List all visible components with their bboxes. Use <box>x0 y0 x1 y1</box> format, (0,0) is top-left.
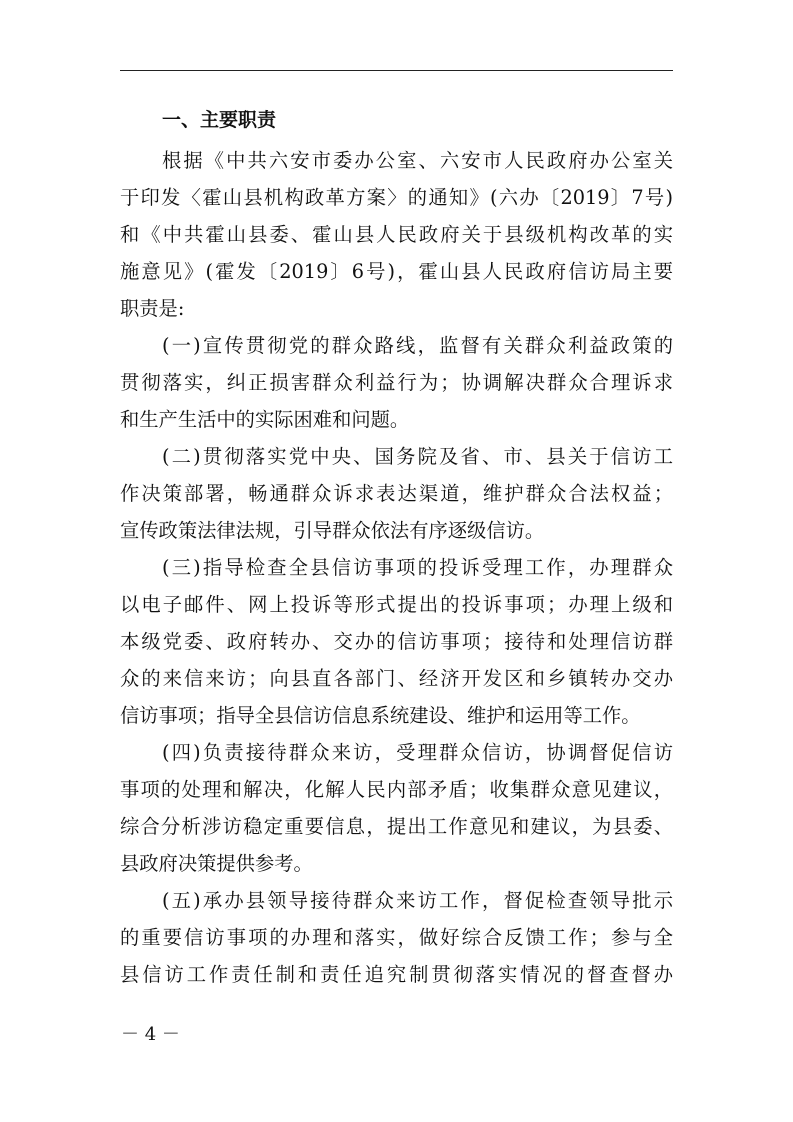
section-heading: 一、主要职责 <box>162 109 277 131</box>
text-line: (三)指导检查全县信访事项的投诉受理工作，办理群众 <box>162 556 673 579</box>
text-line: 众的来信来访；向县直各部门、经济开发区和乡镇转办交办 <box>120 667 673 690</box>
text-line: 于印发〈霍山县机构政革方案〉的通知》(六办〔2019〕7号) <box>120 186 673 209</box>
text-line: (二)贯彻落实党中央、国务院及省、市、县关于信访工 <box>162 445 673 468</box>
text-line: 事项的处理和解决，化解人民内部矛盾；收集群众意见建议， <box>120 778 673 801</box>
text-line: 职责是: <box>120 297 185 320</box>
paragraph-item-2 <box>120 438 673 549</box>
paragraph-item-5 <box>120 882 673 993</box>
text-line: 宣传政策法律法规，引导群众依法有序逐级信访。 <box>120 519 545 542</box>
text-line: 县政府决策提供参考。 <box>120 852 313 875</box>
text-line: (五)承办县领导接待群众来访工作，督促检查领导批示 <box>162 889 673 912</box>
paragraph-item-1 <box>120 327 673 438</box>
page-number: － 4 － <box>121 1024 180 1045</box>
text-line: 县信访工作责任制和责任追究制贯彻落实情况的督查督办 <box>120 963 673 986</box>
text-line: 和《中共霍山县委、霍山县人民政府关于县级机构改革的实 <box>120 223 673 246</box>
body-text <box>120 98 673 993</box>
paragraph-item-4 <box>120 734 673 882</box>
text-line: 作决策部署，畅通群众诉求表达渠道，维护群众合法权益； <box>120 482 673 505</box>
text-line: 信访事项；指导全县信访信息系统建设、维护和运用等工作。 <box>120 704 641 727</box>
text-line: (四)负责接待群众来访，受理群众信访，协调督促信访 <box>162 741 673 764</box>
text-line: 根据《中共六安市委办公室、六安市人民政府办公室关 <box>162 149 673 172</box>
text-line: 本级党委、政府转办、交办的信访事项；接待和处理信访群 <box>120 630 673 653</box>
text-line: 和生产生活中的实际困难和问题。 <box>120 408 410 431</box>
text-line: 以电子邮件、网上投诉等形式提出的投诉事项；办理上级和 <box>120 593 673 616</box>
text-line: 施意见》(霍发〔2019〕6号)，霍山县人民政府信访局主要 <box>120 260 673 283</box>
paragraph-item-3 <box>120 549 673 734</box>
text-line: (一)宣传贯彻党的群众路线，监督有关群众利益政策的 <box>162 334 673 357</box>
text-line: 的重要信访事项的办理和落实，做好综合反馈工作；参与全 <box>120 926 673 949</box>
text-line: 贯彻落实，纠正损害群众利益行为；协调解决群众合理诉求 <box>120 371 673 394</box>
paragraph-intro <box>120 142 673 327</box>
text-line: 综合分析涉访稳定重要信息，提出工作意见和建议，为县委、 <box>120 815 673 838</box>
header-rule <box>120 70 673 71</box>
